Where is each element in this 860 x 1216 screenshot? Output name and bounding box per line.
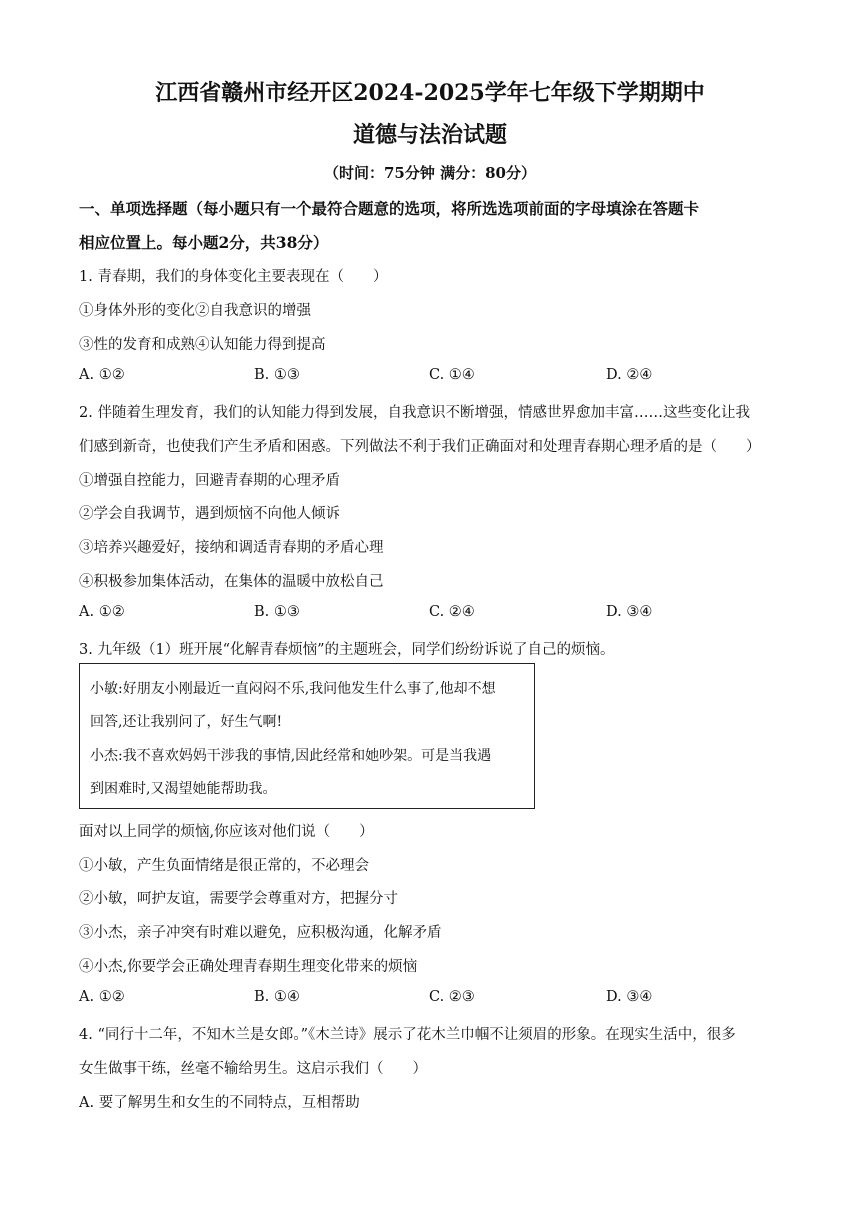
section-heading-line-2: 相应位置上。每小题2分，共38分） xyxy=(79,233,329,252)
option-d: D. ③④ xyxy=(606,604,653,620)
question-stem-line-1: 4. “同行十二年，不知木兰是女郎。”《木兰诗》展示了花木兰巾帼不让须眉的形象。在现实生活中，很多 xyxy=(79,1027,736,1043)
option-c: C. ②④ xyxy=(429,604,475,620)
section-heading-line-1: 一、单项选择题（每小题只有一个最符合题意的选项，将所选选项前面的字母填涂在答题卡 xyxy=(79,199,700,218)
option-d: D. ③④ xyxy=(606,989,653,1005)
question-item: ①小敏，产生负面情绪是很正常的，不必理会 xyxy=(79,858,369,874)
question-item: ②小敏，呵护友谊，需要学会尊重对方，把握分寸 xyxy=(79,891,398,907)
option-b: B. ①③ xyxy=(254,604,300,620)
question-item: ③培养兴趣爱好，接纳和调适青春期的矛盾心理 xyxy=(79,540,384,556)
question-item: ②学会自我调节，遇到烦恼不向他人倾诉 xyxy=(79,506,340,522)
option-b: B. ①③ xyxy=(254,367,300,383)
dialogue-line: 小杰:我不喜欢妈妈干涉我的事情,因此经常和她吵架。可是当我遇 xyxy=(90,748,492,764)
option-b: B. ①④ xyxy=(254,989,300,1005)
option-a: A. ①② xyxy=(79,989,125,1005)
dialogue-box xyxy=(79,663,535,809)
title-line-1: 江西省赣州市经开区2024-2025学年七年级下学期期中 xyxy=(155,80,705,106)
question-item: ①增强自控能力，回避青春期的心理矛盾 xyxy=(79,473,340,489)
exam-meta: （时间：75分钟 满分：80分） xyxy=(324,164,536,182)
option-c: C. ②③ xyxy=(429,989,475,1005)
dialogue-line: 回答,还让我别问了，好生气啊! xyxy=(90,714,283,730)
question-item: ④积极参加集体活动，在集体的温暖中放松自己 xyxy=(79,574,384,590)
question-item: ③小杰，亲子冲突有时难以避免，应积极沟通，化解矛盾 xyxy=(79,925,442,941)
question-item: ④小杰,你要学会正确处理青春期生理变化带来的烦恼 xyxy=(79,959,418,975)
question-stem-line-2: 们感到新奇，也使我们产生矛盾和困惑。下列做法不利于我们正确面对和处理青春期心理矛盾的是（ ） xyxy=(79,439,761,455)
dialogue-line: 到困难时,又渴望她能帮助我。 xyxy=(90,781,277,797)
title-line-2: 道德与法治试题 xyxy=(352,122,507,148)
option-d: D. ②④ xyxy=(606,367,653,383)
question-stem: 3. 九年级（1）班开展“化解青春烦恼”的主题班会，同学们纷纷诉说了自己的烦恼。 xyxy=(79,642,615,658)
question-stem-line-1: 2. 伴随着生理发育，我们的认知能力得到发展，自我意识不断增强，情感世界愈加丰富……这些变化让我 xyxy=(79,405,750,421)
dialogue-line: 小敏:好朋友小刚最近一直闷闷不乐,我问他发生什么事了,他却不想 xyxy=(90,681,496,697)
option-a: A. 要了解男生和女生的不同特点，互相帮助 xyxy=(79,1095,360,1111)
question-item: ①身体外形的变化②自我意识的增强 xyxy=(79,303,311,319)
question-stem: 1. 青春期，我们的身体变化主要表现在（ ） xyxy=(79,269,388,285)
option-a: A. ①② xyxy=(79,367,125,383)
question-prompt: 面对以上同学的烦恼,你应该对他们说（ ） xyxy=(79,824,374,840)
option-a: A. ①② xyxy=(79,604,125,620)
question-item: ③性的发育和成熟④认知能力得到提高 xyxy=(79,337,326,353)
question-stem-line-2: 女生做事干练，丝毫不输给男生。这启示我们（ ） xyxy=(79,1061,427,1077)
option-c: C. ①④ xyxy=(429,367,475,383)
